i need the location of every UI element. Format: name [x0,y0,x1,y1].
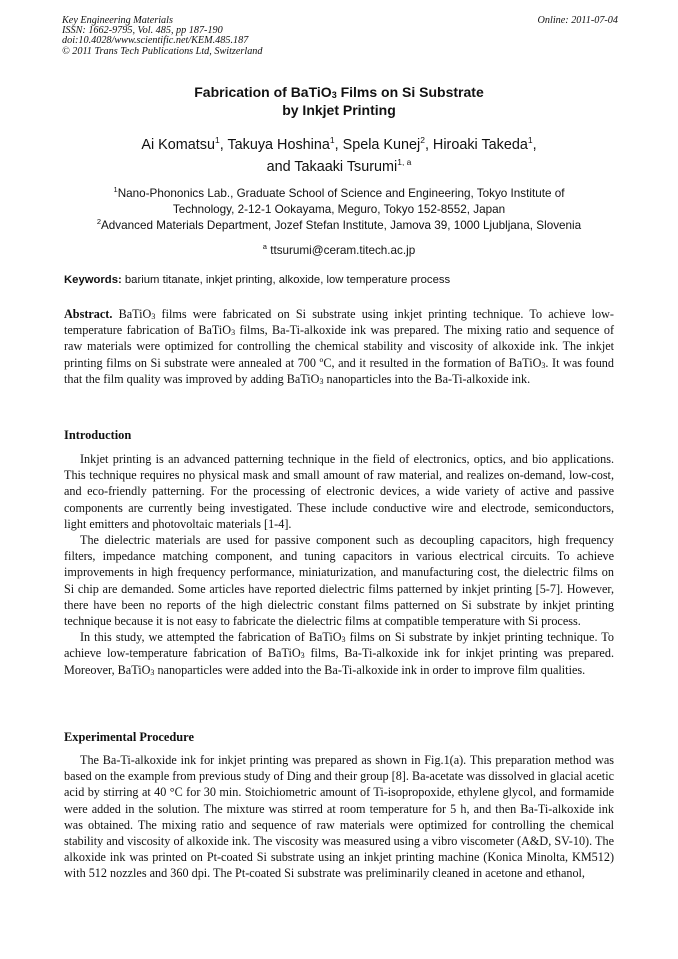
author-name: , Spela Kunej [334,137,421,153]
abstract-label: Abstract. [64,307,113,321]
author-name: Ai Komatsu [141,137,215,153]
section-heading-experimental: Experimental Procedure [64,730,194,744]
paper-title: Fabrication of BaTiO$_3$ Films on Si Substrate by Inkjet Printing [194,84,484,118]
experimental-body [64,752,614,882]
affiliations: $^1$Nano-Phononics Lab., Graduate School of Science and Engineering, Tokyo Institute of Technology, 2-12-1 Ookayama, Meguro, Tokyo 152-8552, Japan $^2$Advanced Materials Department, Jozef Stefan Institute, Jamova 39, 1000 Ljubljana, Slovenia $^a$ ttsurumi@ceram.titech.ac.jp [0,186,678,259]
section-heading-introduction: Introduction [64,428,132,442]
online-date: Online: 2011-07-04 [537,15,618,26]
introduction-body [64,451,614,678]
author-list: Ai Komatsu$^1$, Takuya Hoshina$^1$, Spela Kunej$^2$, Hiroaki Takeda$^1$, and Takaaki Tsurumi$^{1, a}$ [141,135,537,175]
author-name: , Hiroaki Takeda [424,137,528,153]
paragraph: The Ba-Ti-alkoxide ink for inkjet printing was prepared as shown in Fig.1(a). This preparation method was based on the example from previous study of Ding and their group [8]. Ba-acetate was dissolved in glacial acetic acid by stirring at 40 °C for 30 min. Stoichiometric amount of Ti-isopropoxide, ethylene glycol, and formamide were added in the solution. The mixture was stirred at room temperature for 5 h, and then Ba-Ti-alkoxide ink was obtained. The mixing ratio and sequence of raw materials were optimized for controlling the chemical stability and viscosity of alkoxide ink. The viscosity was measured using a vibro viscometer (A&D, SV-10). The alkoxide ink was printed on Pt-coated Si substrate using an inkjet printing machine (Konica Minolta, KM512) with 512 nozzles and 360 dpi. The Pt-coated Si substrate was preliminarily cleaned in acetone and ethanol, [64,753,614,881]
author-name: and Takaaki Tsurumi [266,159,398,175]
abstract: Abstract. BaTiO$_3$ films were fabricated on Si substrate using inkjet printing technique. To achieve low-temperature fabrication of BaTiO$_3$ films, Ba-Ti-alkoxide ink was prepared. The mixing ratio and sequence of raw materials were optimized for controlling the chemical stability and viscosity of alkoxide ink. The inkjet printing films on Si substrate were annealed at 700 ºC, and it resulted in the formation of BaTiO$_3$. It was found that the film quality was improved by adding BaTiO$_3$ nanoparticles into the Ba-Ti-alkoxide ink. [64,307,614,386]
keywords-text: barium titanate, inkjet printing, alkoxide, low temperature process [121,274,451,286]
journal-copyright: © 2011 Trans Tech Publications Ltd, Switzerland [62,45,263,57]
journal-name: Key Engineering Materials [62,15,173,26]
keywords-label: Keywords: [64,274,122,286]
journal-doi: doi:10.4028/www.scientific.net/KEM.485.187 [62,35,249,47]
journal-header [62,16,618,57]
paragraph: Inkjet printing is an advanced patterning technique in the field of electronics, optics, and bio applications. This technique requires no physical mask and small amount of raw material, and realizes on-demand, low-cost, and eco-friendly patterning. For the processing of electronic devices, a wide variety of active and passive components are currently being investigated. These include conductive wire and electrode, semiconductors, light emitters and photovoltaic materials [1-4]. [64,452,614,531]
paragraph: In this study, we attempted the fabrication of BaTiO$_3$ films on Si substrate by inkjet printing technique. To achieve low-temperature fabrication of BaTiO$_3$ films, Ba-Ti-alkoxide ink for inkjet printing was prepared. Moreover, BaTiO$_3$ nanoparticles were added into the Ba-Ti-alkoxide ink in order to improve film qualities. [64,630,614,677]
author-name: , Takuya Hoshina [219,137,330,153]
journal-issn: ISSN: 1662-9795, Vol. 485, pp 187-190 [62,25,223,37]
keywords [64,272,614,288]
author-email: $^a$ ttsurumi@ceram.titech.ac.jp [262,242,416,257]
paragraph: The dielectric materials are used for passive component such as decoupling capacitors, high frequency filters, impedance matching component, and tuning capacitors in various electrical circuits. To achieve improvements in high frequency performance, miniaturization, and manufacturing cost, the dielectric films on Si chip are demanded. Some articles have reported dielectric films patterned by inkjet printing [5-7]. However, there have been no reports of the high dielectric constant films patterned on Si substrate by inkjet printing technique because it is not easy to fabricate the dielectric films at compatible temperature with Si process. [64,533,614,629]
